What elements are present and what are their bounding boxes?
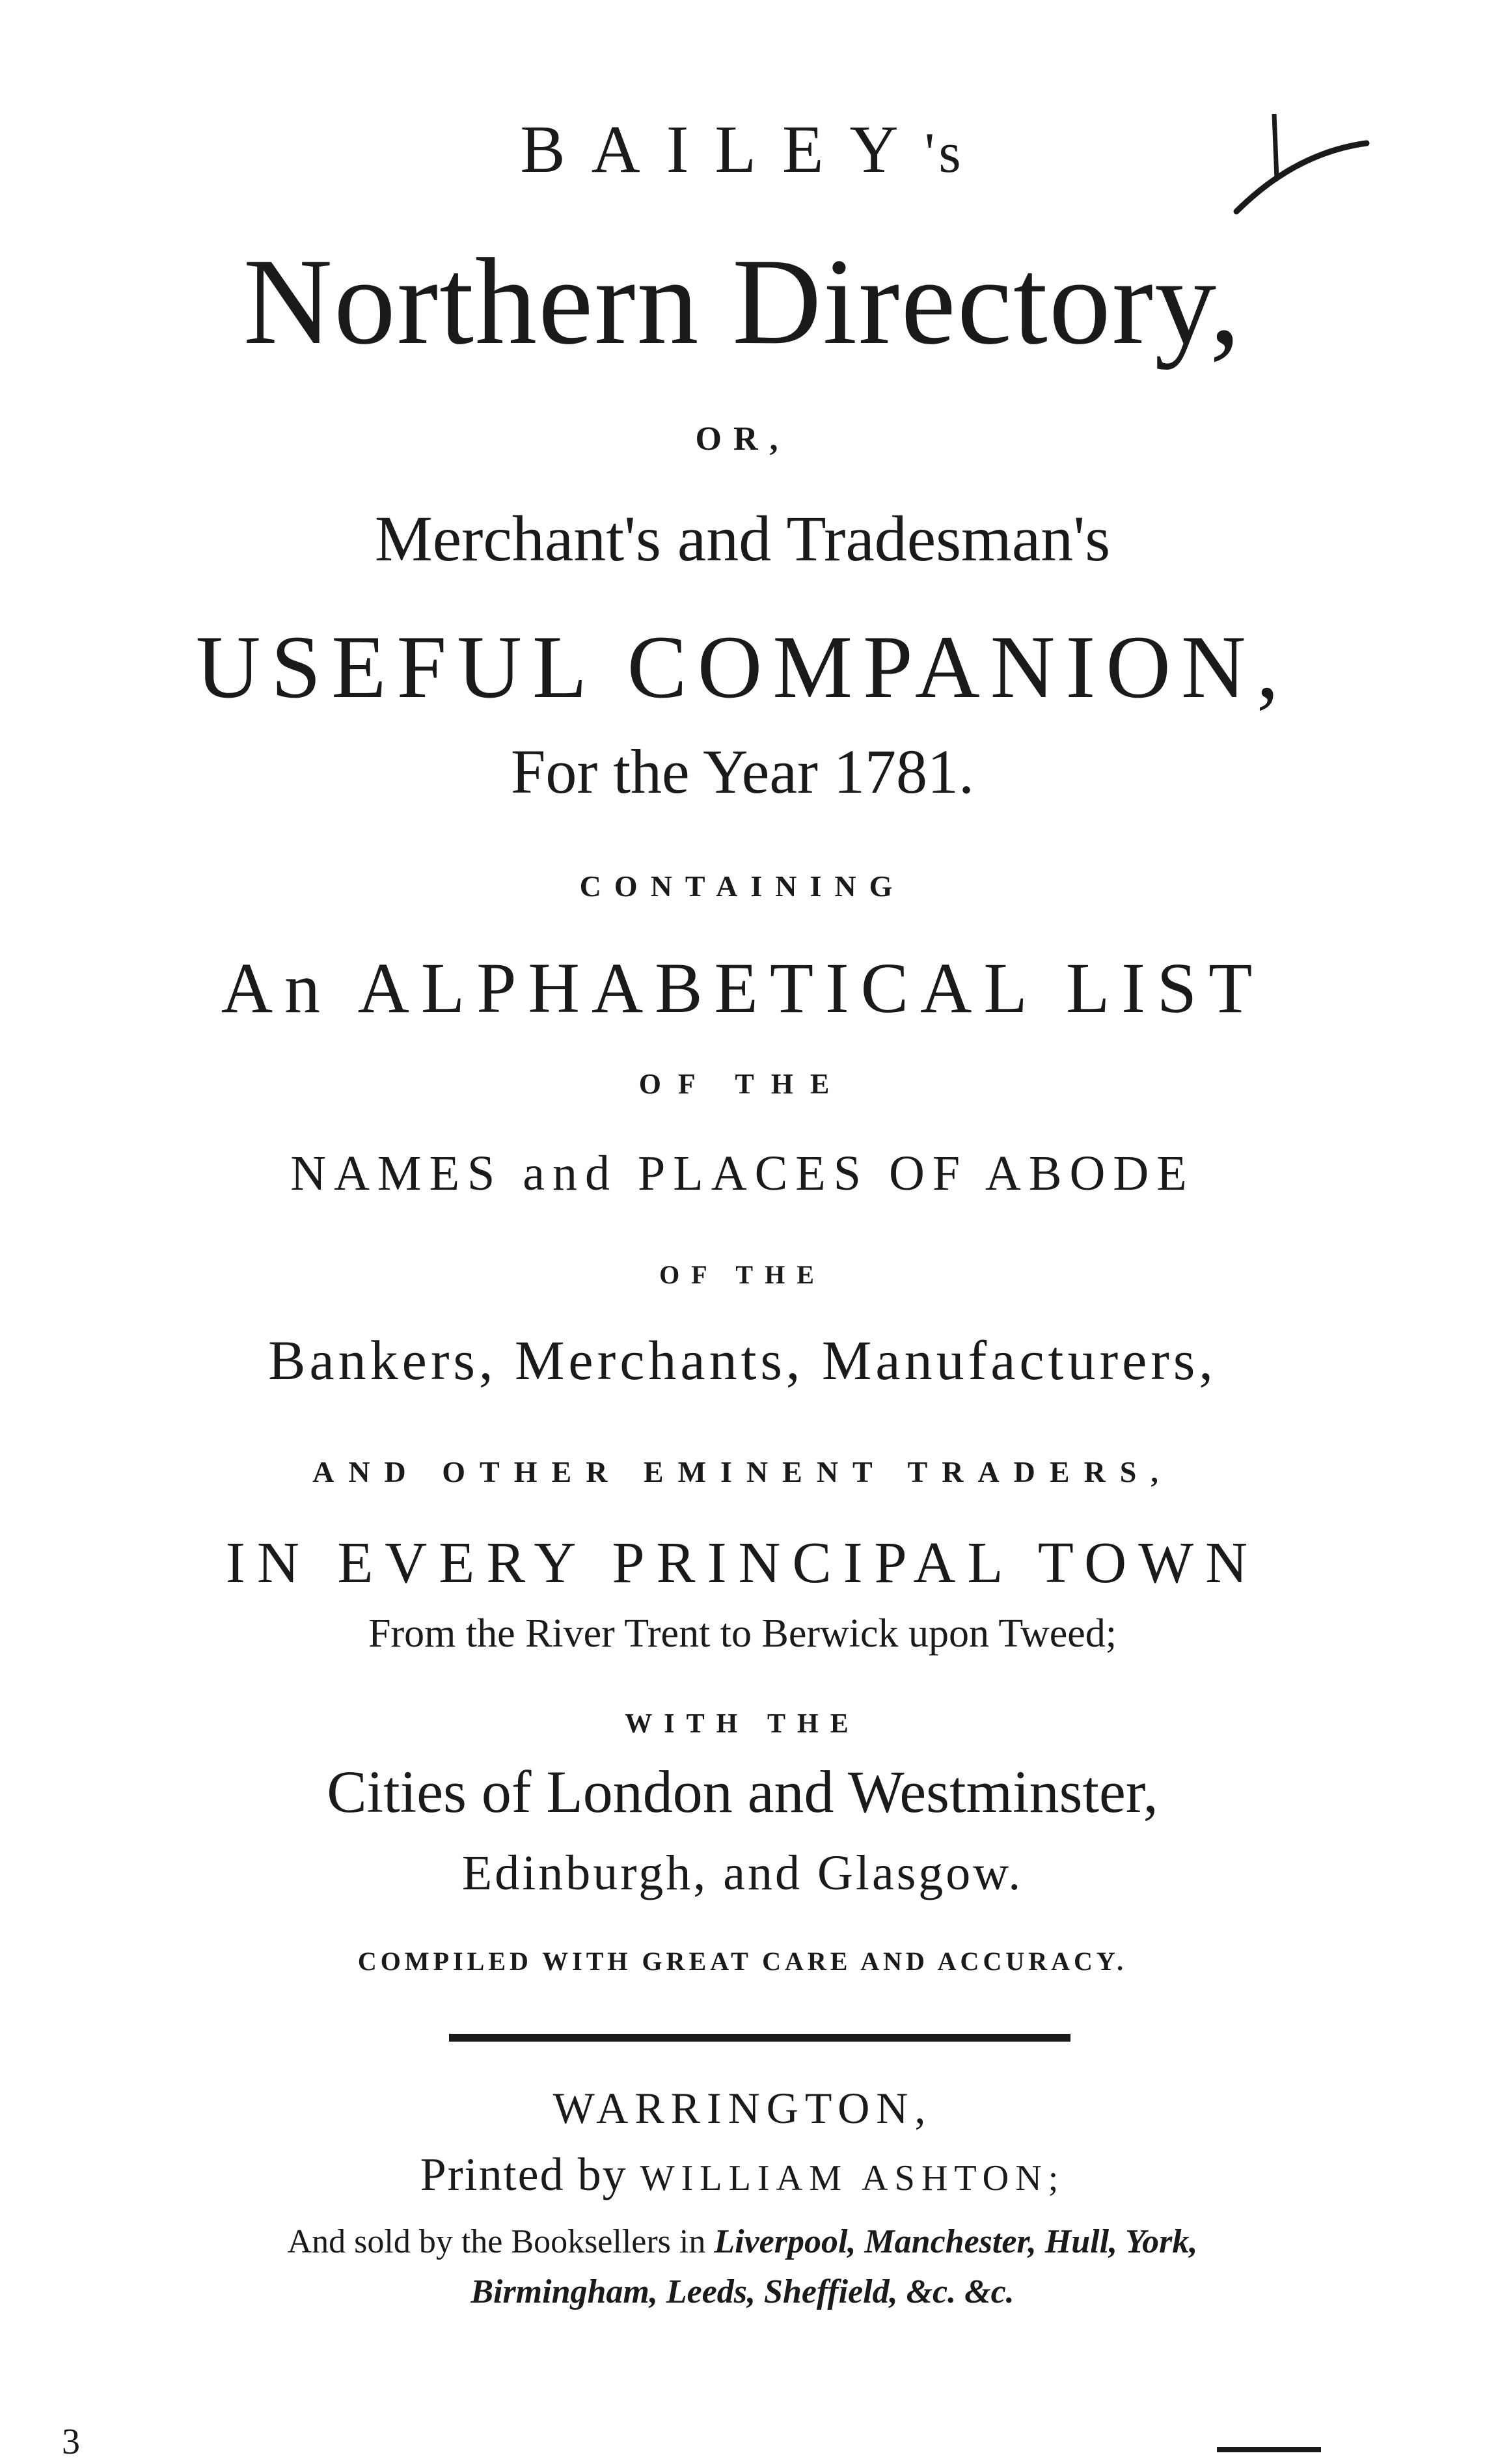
heading-edinburgh-glasgow: Edinburgh, and Glasgow. — [461, 1846, 1024, 1900]
imprint-sold-line — [0, 2223, 1485, 2261]
heading-of-the-2: OF THE — [659, 1260, 826, 1289]
subtitle-year: For the Year 1781. — [511, 737, 974, 806]
title-author: BAILEY — [520, 112, 925, 187]
imprint-place: WARRINGTON, — [552, 2083, 933, 2133]
folio-number: 3 — [62, 2422, 80, 2462]
imprint-printer-prefix: Printed by — [420, 2148, 627, 2200]
subtitle-useful-companion: USEFUL COMPANION, — [195, 617, 1290, 717]
heading-with-the: WITH THE — [625, 1709, 860, 1739]
horizontal-rule — [449, 2034, 1070, 2042]
heading-alphabetical-list: An ALPHABETICAL LIST — [221, 948, 1264, 1028]
heading-other-traders: AND OTHER EMINENT TRADERS, — [312, 1455, 1173, 1488]
heading-every-town: IN EVERY PRINCIPAL TOWN — [225, 1531, 1260, 1595]
imprint-printer-name: WILLIAM ASHTON; — [640, 2158, 1065, 2198]
imprint-sold-towns-1: Liverpool, Manchester, Hull, York, — [714, 2223, 1198, 2260]
heading-names-places: NAMES and PLACES OF ABODE — [290, 1146, 1195, 1201]
subtitle-merchants: Merchant's and Tradesman's — [374, 502, 1111, 575]
title-or: OR, — [695, 420, 790, 458]
heading-compiled: COMPILED WITH GREAT CARE AND ACCURACY. — [357, 1947, 1128, 1976]
imprint-sold-prefix: And sold by the Booksellers in — [287, 2223, 706, 2260]
imprint-sold-towns-2: Birmingham, Leeds, Sheffield, &c. &c. — [470, 2273, 1015, 2310]
heading-trent-berwick: From the River Trent to Berwick upon Tweed; — [368, 1611, 1117, 1656]
title-author-suffix: 's — [924, 122, 965, 185]
heading-containing: CONTAINING — [579, 869, 906, 903]
edge-mark — [1217, 2447, 1321, 2452]
heading-bankers: Bankers, Merchants, Manufacturers, — [268, 1329, 1217, 1391]
heading-london-westminster: Cities of London and Westminster, — [327, 1759, 1158, 1825]
imprint-printer-line — [0, 2148, 1485, 2202]
pencil-mark-icon — [1223, 114, 1373, 218]
main-title: Northern Directory, — [243, 234, 1242, 370]
heading-of-the-1: OF THE — [638, 1068, 847, 1100]
